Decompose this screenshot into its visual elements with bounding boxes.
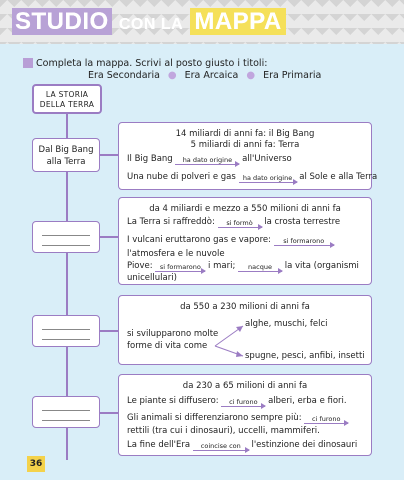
text: all'Universo [242, 154, 292, 164]
map-line: forme di vita come [127, 341, 208, 351]
period-heading: 14 miliardi di anni fa: il Big Bang [175, 129, 315, 139]
text: La Terra si raffreddò: [127, 217, 215, 227]
title-word-mappa: MAPPA [190, 8, 285, 35]
arrow [304, 415, 348, 424]
era-answer-box[interactable] [32, 396, 100, 428]
text: l'estinzione dei dinosauri [251, 440, 358, 450]
square-bullet-icon [23, 58, 33, 68]
map-line: alghe, muschi, felci [245, 319, 328, 329]
text: Il Big Bang [127, 154, 173, 164]
map-line [127, 234, 334, 246]
root-line: LA STORIA [45, 90, 89, 99]
page-title [12, 8, 286, 36]
arrow [238, 263, 282, 272]
period-heading: da 4 miliardi e mezzo a 550 milioni di anni fa [149, 204, 341, 214]
map-line [127, 412, 348, 424]
connector [100, 412, 118, 414]
map-line: unicellulari) [127, 273, 177, 283]
arrow [221, 398, 265, 407]
text: Le piante si diffusero: [127, 396, 219, 406]
dot-icon: ● [167, 70, 177, 81]
instruction [36, 56, 267, 71]
choice-item: Era Secondaria [88, 70, 160, 81]
arrow [175, 156, 239, 165]
arrow [218, 219, 262, 228]
arrow [155, 263, 205, 272]
title-word-conla: CON LA [118, 16, 184, 33]
map-line [127, 439, 357, 451]
root-line: DELLA TERRA [39, 100, 95, 109]
period-heading: da 550 a 230 milioni di anni fa [180, 302, 310, 312]
title-word-studio: STUDIO [12, 8, 112, 35]
connector [100, 154, 118, 156]
map-line [127, 171, 377, 183]
arrow-label: ha dato origine [182, 156, 233, 164]
arrow-label: si formarono [159, 263, 201, 271]
period-box-1 [118, 122, 378, 190]
map-line [127, 153, 292, 165]
text: Piove: [127, 261, 153, 271]
arrow-label: ha dato origine [242, 174, 293, 182]
arrow [239, 174, 297, 183]
blank-line[interactable] [42, 236, 90, 246]
era-answer-box[interactable] [32, 221, 100, 253]
arrow-label: coincise con [200, 442, 241, 450]
period-box-4 [118, 374, 372, 456]
blank-line[interactable] [42, 226, 90, 236]
map-line: spugne, pesci, anfibi, insetti [245, 351, 365, 361]
connector [100, 330, 118, 332]
map-line [127, 216, 340, 228]
text: Una nube di polveri e gas [127, 172, 236, 182]
blank-line[interactable] [42, 401, 90, 411]
text: i mari; [208, 261, 236, 271]
dot-icon: ● [246, 70, 256, 81]
map-line: l'atmosfera e le nuvole [127, 249, 225, 259]
choice-item: Era Arcaica [184, 70, 239, 81]
era-label: alla Terra [46, 157, 86, 167]
map-line [127, 395, 347, 407]
map-line: si svilupparono molte [127, 329, 219, 339]
text: Gli animali si differenziarono sempre più: [127, 413, 302, 423]
map-line: rettili (tra cui i dinosauri), uccelli, mammiferi. [127, 426, 320, 436]
blank-line[interactable] [42, 330, 90, 340]
era-label: Dal Big Bang [38, 145, 94, 155]
blank-line[interactable] [42, 320, 90, 330]
era-box-first [32, 138, 100, 172]
choice-list [88, 70, 321, 81]
arrow-label: ci furono [229, 398, 258, 406]
arrow-label: nacque [248, 263, 272, 271]
connector [100, 236, 118, 238]
branch-arrows [119, 296, 373, 366]
page-number: 36 [27, 456, 45, 472]
blank-line[interactable] [42, 411, 90, 421]
instruction-text: Completa la mappa. Scrivi al posto giusto i titoli: [36, 58, 268, 69]
period-box-3 [118, 295, 372, 365]
arrow [274, 237, 334, 246]
map-line [127, 260, 359, 272]
period-heading: da 230 a 65 milioni di anni fa [182, 381, 308, 391]
text: al Sole e alla Terra [299, 172, 378, 182]
text: I vulcani eruttarono gas e vapore: [127, 235, 272, 245]
choice-item: Era Primaria [263, 70, 322, 81]
arrow-label: si formarono [283, 237, 325, 245]
text: alberi, erba e fiori. [268, 396, 347, 406]
period-heading: 5 miliardi di anni fa: Terra [190, 140, 300, 150]
arrow [193, 442, 249, 451]
era-answer-box[interactable] [32, 315, 100, 347]
arrow-label: si formò [226, 219, 253, 227]
text: la vita (organismi [284, 261, 359, 271]
period-box-2 [118, 197, 372, 285]
text: la crosta terrestre [264, 217, 341, 227]
text: La fine dell'Era [127, 440, 191, 450]
arrow-label: ci furono [312, 415, 341, 423]
root-box [32, 84, 102, 114]
